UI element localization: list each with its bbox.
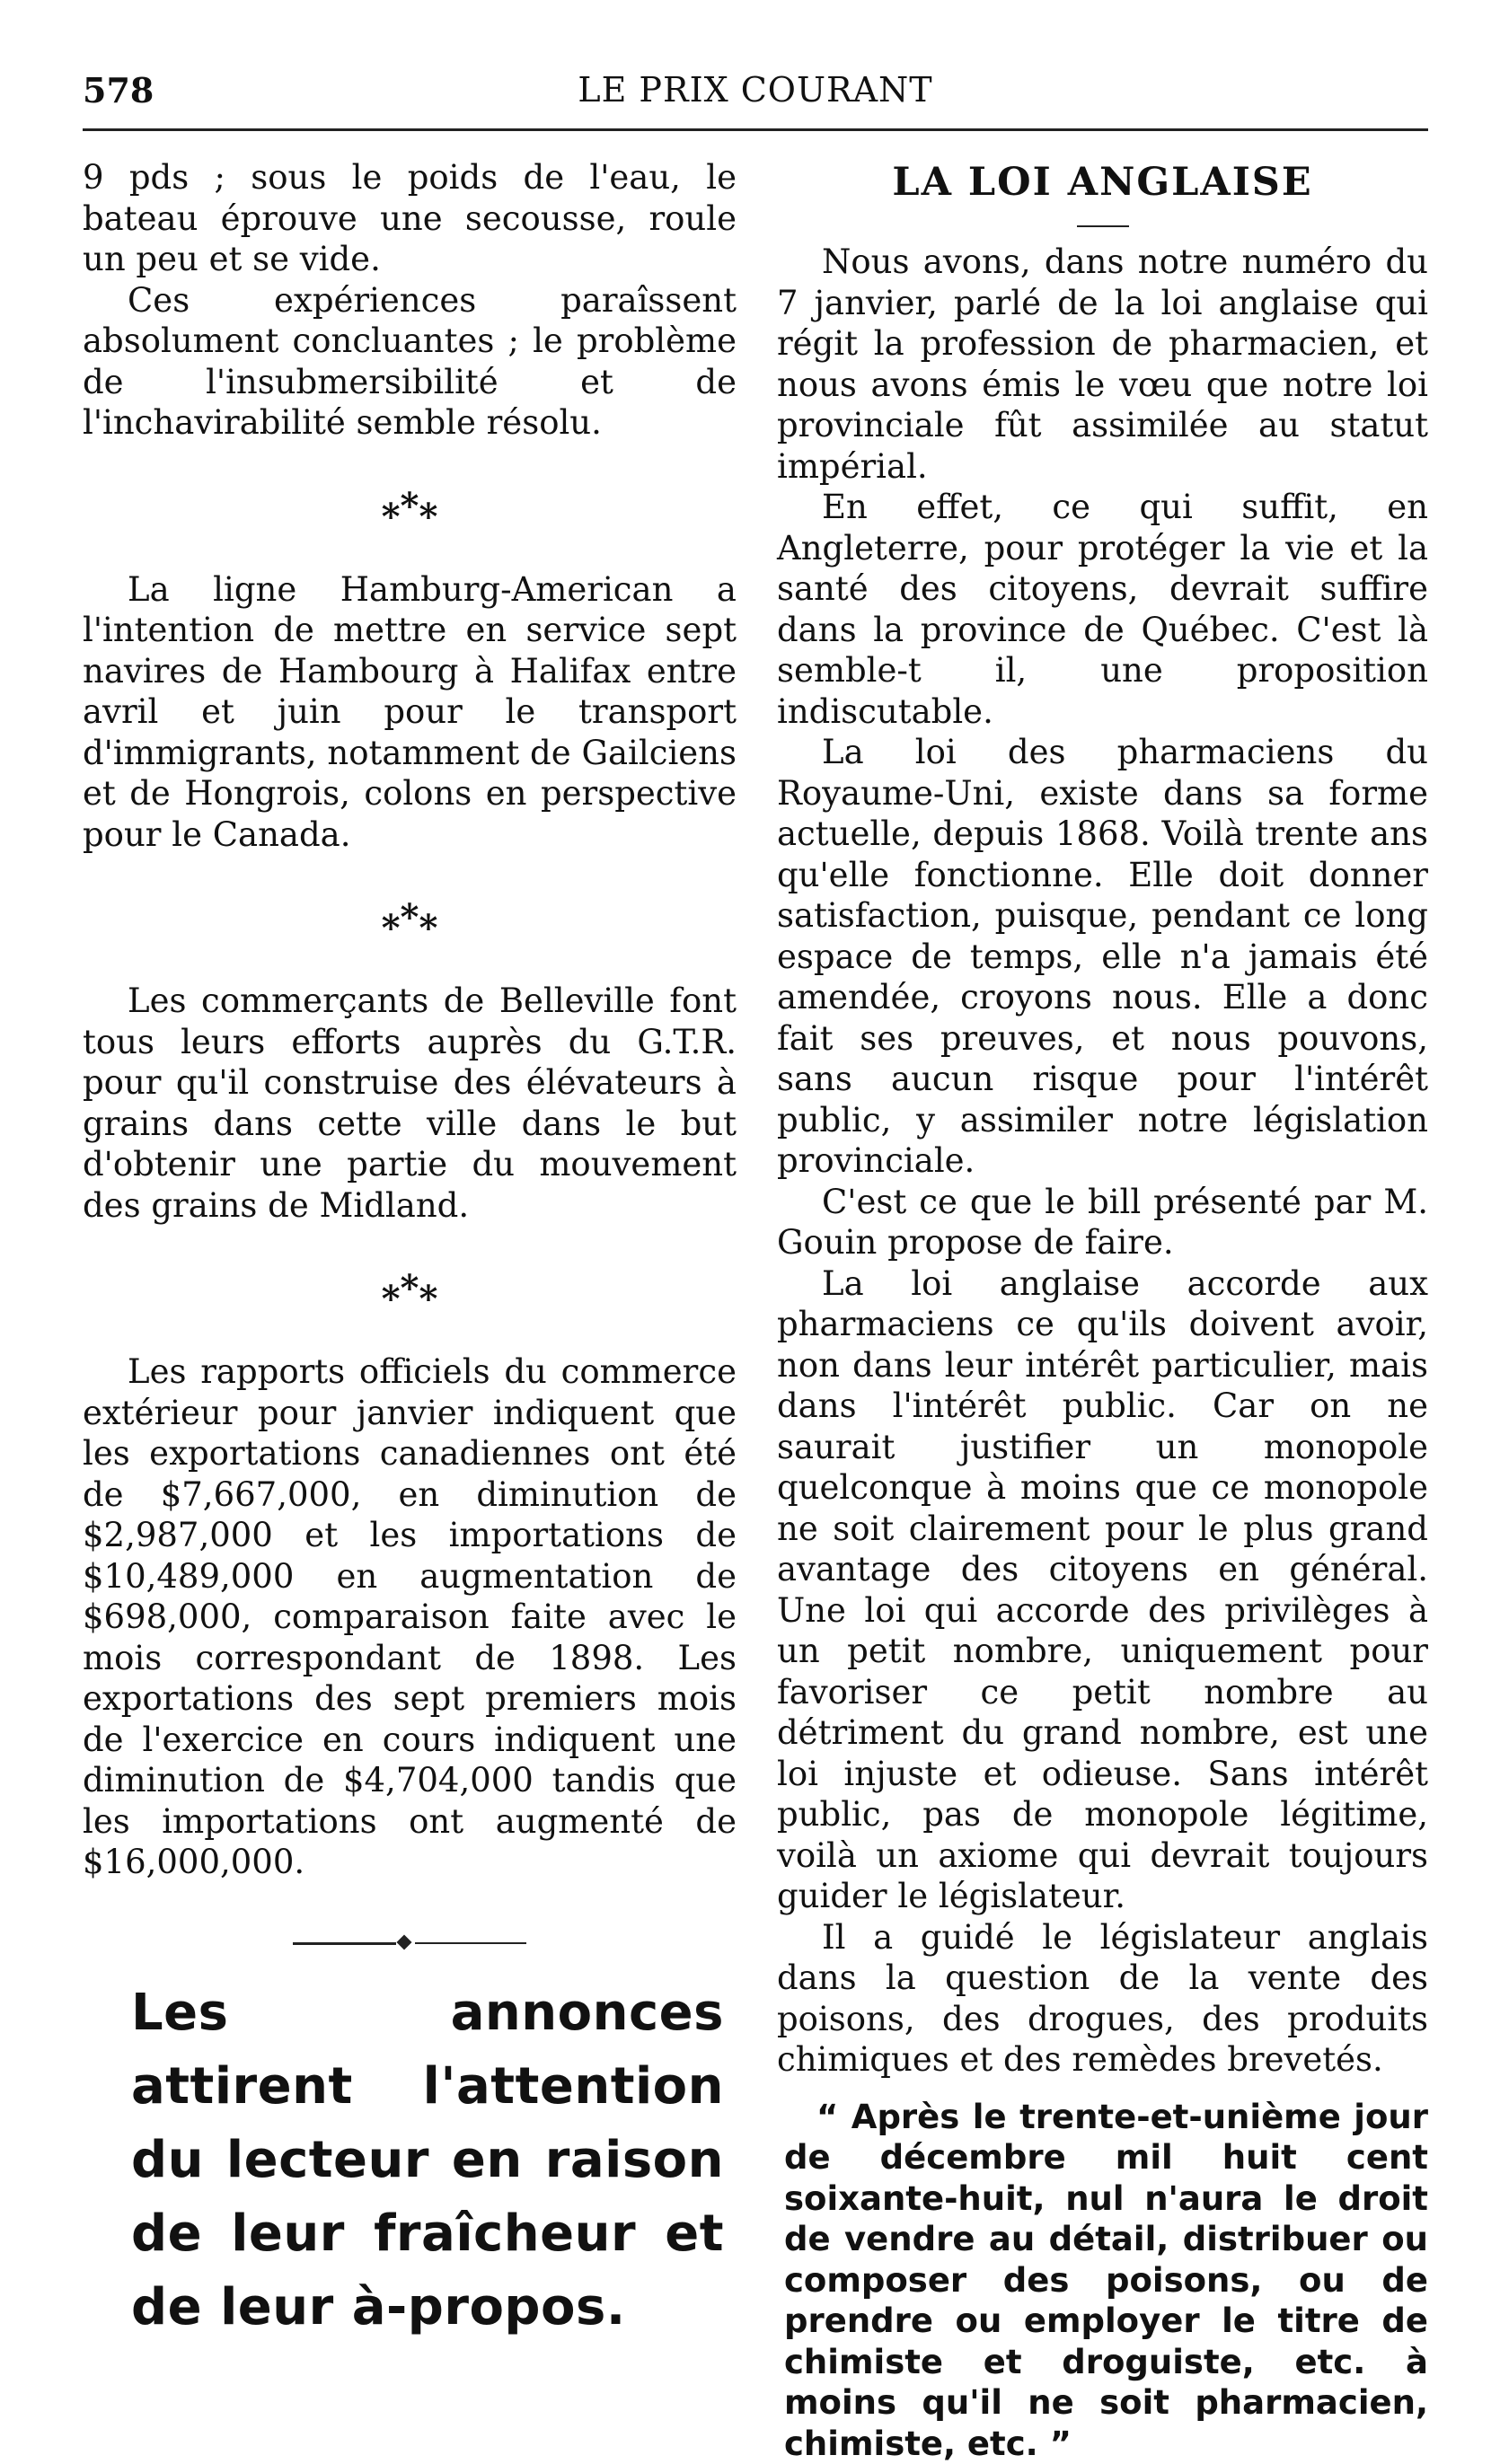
paragraph-hamburg-american: La ligne Hamburg-American a l'intention de mettre en service sept navires de Hambourg à Halifax entre avril et juin pour le transport d'immigrants, notamment de Gailciens et de Hongrois, colons en perspective pour le Canada. <box>83 569 737 856</box>
paragraph-belleville: Les commerçants de Belleville font tous leurs efforts auprès du G.T.R. pour qu'il construise des élévateurs à grains dans cette ville dans le but d'obtenir une partie du mouvement des grains de Midland. <box>83 981 737 1226</box>
paragraph: En effet, ce qui suffit, en Angleterre, pour protéger la vie et la santé des citoyens, devrait suffire dans la province de Québec. C'est là semble-t il, une proposition indiscutable. <box>777 487 1428 732</box>
paragraph: La loi anglaise accorde aux pharmaciens ce qu'ils doivent avoir, non dans leur intérêt particulier, mais dans l'intérêt public. Car on ne saurait justifier un monopole quelconque à moins que ce monopole ne soit clairement pour le plus grand avantage des citoyens en général. Une loi qui accorde des privilèges à un petit nombre, uniquement pour favoriser ce petit nombre au détriment du grand nombre, est une loi injuste et odieuse. Sans intérêt public, pas de monopole légitime, voilà un axiome qui devrait toujours guider le législateur. <box>777 1263 1428 1917</box>
paragraph: C'est ce que le bill présenté par M. Gouin propose de faire. <box>777 1182 1428 1263</box>
page-header <box>83 70 1428 124</box>
paragraph: La loi des pharmaciens du Royaume-Uni, existe dans sa forme actuelle, depuis 1868. Voilà trente ans qu'elle fonctionne. Elle doit donner satisfaction, puisque, pendant ce long espace de temps, elle n'a jamais été amendée, croyons nous. Elle a donc fait ses preuves, et nous pouvons, sans aucun risque pour l'intérêt public, y assimiler notre législation provinciale. <box>777 732 1428 1182</box>
paragraph: Ces expériences paraîssent absolument concluantes ; le problème de l'insubmersibilité et de l'inchavirabilité semble résolu. <box>83 280 737 444</box>
section-separator-stars: *** <box>83 1281 737 1317</box>
right-column <box>777 157 1428 2464</box>
law-quotation <box>777 2097 1428 2464</box>
paragraph: Il a guidé le législateur anglais dans la question de la vente des poisons, des drogues, des produits chimiques et des remèdes brevetés. <box>777 1917 1428 2081</box>
paragraph: 9 pds ; sous le poids de l'eau, le bateau éprouve une secousse, roule un peu et se vide. <box>83 157 737 280</box>
article-title: LA LOI ANGLAISE <box>777 161 1428 204</box>
divider-ornament <box>293 1937 526 1949</box>
section-separator-stars: *** <box>83 499 737 535</box>
paragraph: Nous avons, dans notre numéro du 7 janvier, parlé de la loi anglaise qui régit la profession de pharmacien, et nous avons émis le vœu que notre loi provinciale fût assimilée au statut impérial. <box>777 242 1428 487</box>
quotation-text: “ Après le trente-et-unième jour de décembre mil huit cent soixante-huit, nul n'aura le droit de vendre au détail, distribuer ou composer des poisons, ou de prendre ou employer le titre de chimiste et droguiste, etc. à moins qu'il ne soit pharmacien, chimiste, etc. ” <box>784 2097 1428 2464</box>
running-title: LE PRIX COURANT <box>83 70 1428 110</box>
header-rule <box>83 128 1428 131</box>
advertisement-text: Les annonces attirent l'attention du lecteur en raison de leur fraîcheur et de leur à-propos. <box>131 1976 724 2345</box>
page-number: 578 <box>83 70 154 110</box>
left-column <box>83 157 737 2345</box>
paragraph-trade-reports: Les rapports officiels du commerce extérieur pour janvier indiquent que les exportations canadiennes ont été de $7,667,000, en diminution de $2,987,000 et les importations de $10,489,000 en augmentation de $698,000, comparaison faite avec le mois correspondant de 1898. Les exportations des sept premiers mois de l'exercice en cours indiquent une diminution de $4,704,000 tandis que les importations ont augmenté de $16,000,000. <box>83 1351 737 1883</box>
title-rule <box>1077 225 1129 227</box>
section-separator-stars: *** <box>83 911 737 946</box>
